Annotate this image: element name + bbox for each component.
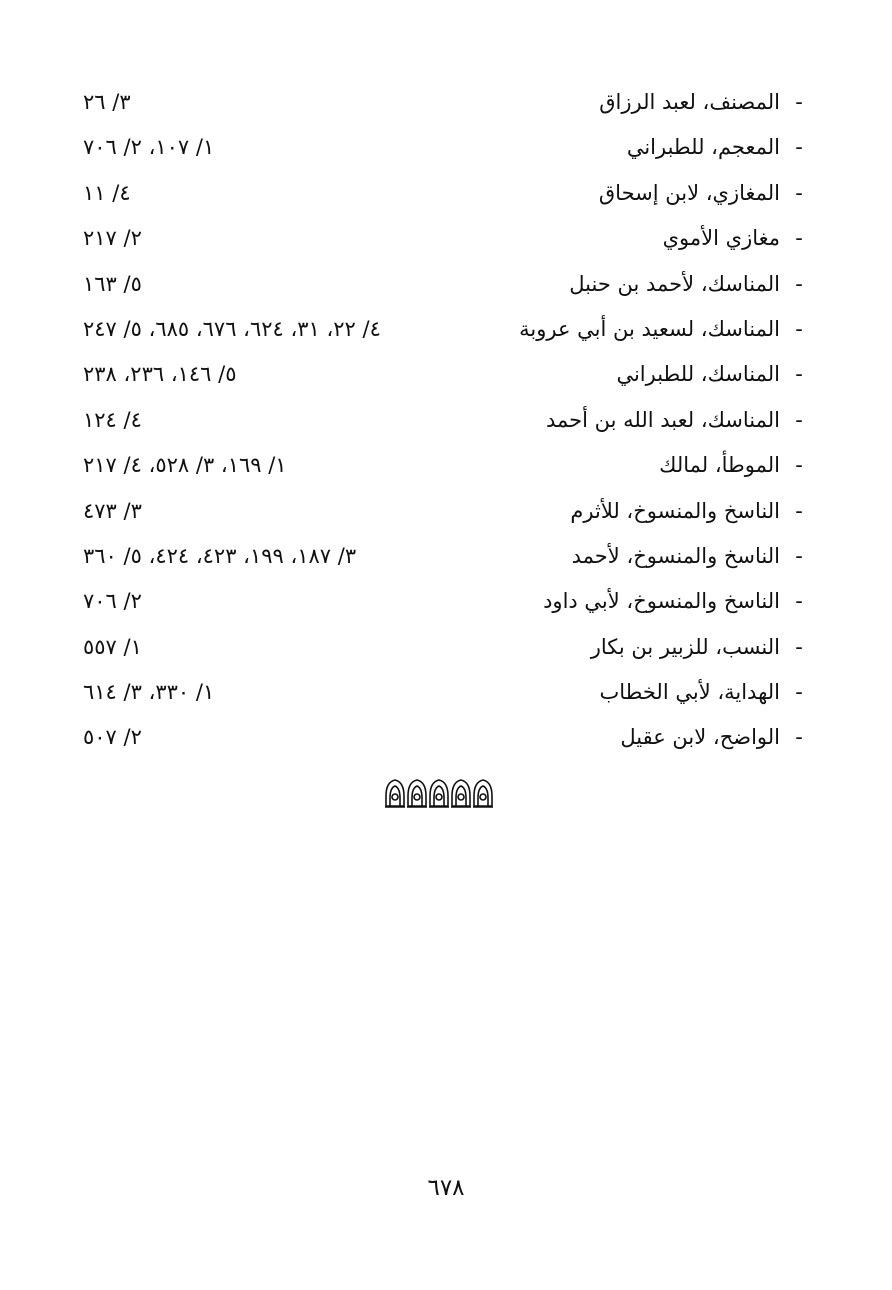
entry-title: المصنف، لعبد الرزاق bbox=[599, 90, 780, 114]
entry-references: ٣/ ٢٦ bbox=[83, 90, 131, 114]
entry-dash: - bbox=[795, 543, 803, 568]
index-entry bbox=[80, 715, 810, 760]
entry-dash: - bbox=[795, 498, 803, 523]
index-entry bbox=[80, 670, 810, 715]
entry-dash: - bbox=[795, 634, 803, 659]
entry-title: المعجم، للطبراني bbox=[626, 135, 780, 160]
floral-ornament-icon bbox=[380, 776, 510, 810]
index-entry bbox=[80, 307, 810, 352]
entry-title: المناسك، للطبراني bbox=[616, 362, 780, 387]
entry-references: ٤/ ٢٢، ٣١، ٦٢٤، ٦٧٦، ٦٨٥، ٥/ ٢٤٧ bbox=[83, 316, 381, 341]
index-entry bbox=[80, 262, 810, 307]
index-entry bbox=[80, 489, 810, 534]
entry-dash: - bbox=[795, 316, 803, 341]
entry-title: الهداية، لأبي الخطاب bbox=[599, 680, 780, 705]
entry-title: المناسك، لعبد الله بن أحمد bbox=[545, 407, 780, 432]
index-entry bbox=[80, 352, 810, 397]
entry-dash: - bbox=[795, 453, 803, 478]
entry-title: النسب، للزبير بن بكار bbox=[590, 634, 780, 659]
entry-dash: - bbox=[795, 589, 803, 614]
entry-dash: - bbox=[795, 90, 803, 114]
page-number: ٦٧٨ bbox=[427, 1175, 465, 1201]
entry-references: ٢/ ٢١٧ bbox=[83, 226, 142, 251]
entry-dash: - bbox=[795, 725, 803, 750]
entry-dash: - bbox=[795, 407, 803, 432]
entry-references: ٤/ ١٢٤ bbox=[83, 407, 142, 432]
entry-references: ٢/ ٥٠٧ bbox=[83, 725, 142, 750]
index-entry bbox=[80, 534, 810, 579]
entry-title: الناسخ والمنسوخ، لأحمد bbox=[571, 543, 780, 568]
entry-title: الناسخ والمنسوخ، لأبي داود bbox=[543, 589, 780, 614]
index-entry bbox=[80, 625, 810, 670]
entry-dash: - bbox=[795, 271, 803, 296]
entry-title: مغازي الأموي bbox=[662, 226, 780, 251]
index-entry bbox=[80, 125, 810, 170]
entry-references: ٥/ ١٤٦، ٢٣٦، ٢٣٨ bbox=[83, 362, 237, 387]
entry-title: الناسخ والمنسوخ، للأثرم bbox=[570, 498, 780, 523]
index-list bbox=[80, 80, 810, 761]
entry-references: ٣/ ٤٧٣ bbox=[83, 498, 142, 523]
entry-references: ٣/ ١٨٧، ١٩٩، ٤٢٣، ٤٢٤، ٥/ ٣٦٠ bbox=[83, 543, 357, 568]
entry-dash: - bbox=[795, 180, 803, 205]
entry-dash: - bbox=[795, 362, 803, 387]
index-entry bbox=[80, 171, 810, 216]
index-entry bbox=[80, 398, 810, 443]
entry-references: ٢/ ٧٠٦ bbox=[83, 589, 142, 614]
index-entry bbox=[80, 443, 810, 488]
entry-references: ١/ ١٠٧، ٢/ ٧٠٦ bbox=[83, 135, 215, 160]
entry-references: ٥/ ١٦٣ bbox=[83, 271, 142, 296]
entry-references: ١/ ٥٥٧ bbox=[83, 634, 142, 659]
entry-title: المغازي، لابن إسحاق bbox=[598, 180, 780, 205]
entry-dash: - bbox=[795, 226, 803, 251]
index-entry bbox=[80, 80, 810, 125]
entry-dash: - bbox=[795, 135, 803, 160]
entry-title: الموطأ، لمالك bbox=[659, 453, 780, 478]
entry-title: المناسك، لأحمد بن حنبل bbox=[569, 271, 780, 296]
entry-references: ١/ ١٦٩، ٣/ ٥٢٨، ٤/ ٢١٧ bbox=[83, 453, 287, 478]
entry-dash: - bbox=[795, 680, 803, 705]
index-entry bbox=[80, 579, 810, 624]
index-entry bbox=[80, 216, 810, 261]
entry-references: ١/ ٣٣٠، ٣/ ٦١٤ bbox=[83, 680, 215, 705]
entry-references: ٤/ ١١ bbox=[83, 180, 131, 205]
entry-title: المناسك، لسعيد بن أبي عروبة bbox=[519, 316, 780, 341]
entry-title: الواضح، لابن عقيل bbox=[620, 725, 780, 750]
